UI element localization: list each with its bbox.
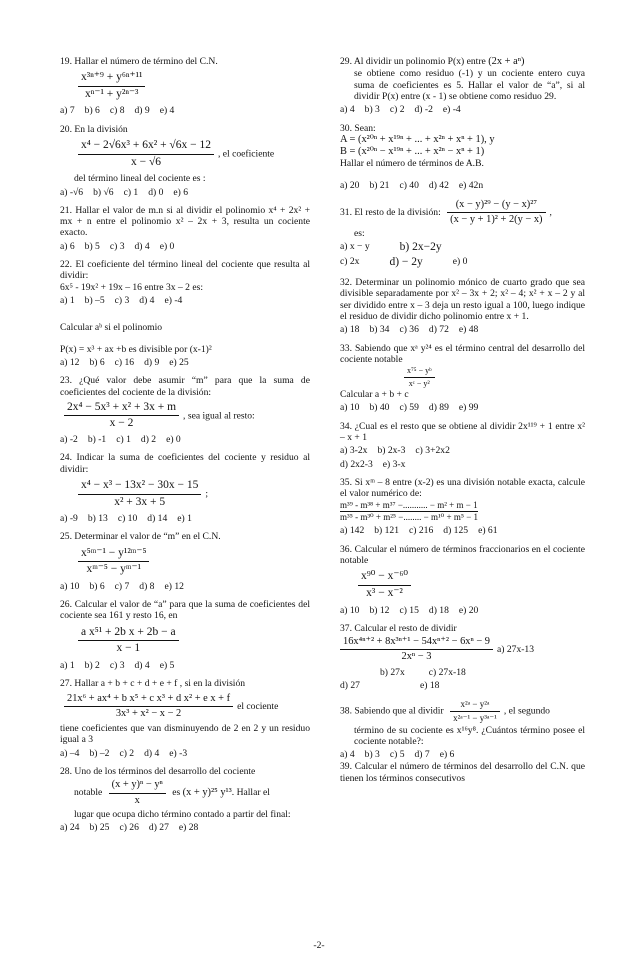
- option: d) 2: [140, 434, 157, 445]
- question-21: [60, 205, 310, 252]
- q-text: es: [172, 787, 181, 799]
- question-22: [60, 259, 310, 306]
- question-24: [60, 452, 310, 524]
- option: a) 18: [340, 324, 360, 336]
- q-text: Calcular el valor de “a” para que la suma de coeficientes del cociente sea 161 y resto 16, en: [60, 599, 310, 622]
- math-term: (x + y)²⁵ y¹³: [182, 787, 232, 799]
- option: e) 1: [177, 513, 192, 525]
- options: [340, 749, 585, 760]
- option: a) 10: [340, 402, 360, 414]
- option: c) 5: [389, 749, 405, 761]
- options: [60, 187, 310, 198]
- fraction-numerator: 2x⁴ − 5x³ + x² + 3x + m: [64, 401, 179, 417]
- options: [340, 525, 585, 536]
- option: c) 3: [109, 240, 125, 252]
- q-number: 34.: [340, 420, 352, 432]
- q-text: del término lineal del cociente es :: [74, 173, 206, 185]
- q-text: Calcular a + b + c: [340, 389, 409, 401]
- fraction-denominator: x − √6: [130, 155, 162, 168]
- option: c) 7: [114, 580, 130, 592]
- option: d) 18: [428, 604, 449, 616]
- fraction-numerator: x⁹⁰ − x⁻⁶⁰: [358, 570, 411, 586]
- option: c) 10: [117, 513, 138, 525]
- fraction-numerator: a x⁵¹ + 2b x + 2b − a: [78, 626, 179, 642]
- fraction: [78, 479, 201, 509]
- option: d) 4: [139, 295, 155, 306]
- fraction-denominator: xᵐ⁻⁵ − yᵐ⁻¹: [86, 563, 142, 576]
- q-text: Al dividir un polinomio P(x) entre: [353, 56, 486, 67]
- right-column: [340, 56, 585, 791]
- q-text: Determinar el valor de “m” en el C.N.: [74, 531, 221, 543]
- q-text: Hallar el número de términos de A.B.: [340, 158, 484, 170]
- option: d) -2: [414, 104, 433, 116]
- option: d) 27: [340, 679, 360, 691]
- q-text-after: , el coeficiente: [217, 148, 275, 160]
- option: e) 6: [173, 186, 189, 198]
- option: b) –2: [89, 747, 110, 759]
- option: a) -2: [60, 434, 78, 445]
- q-number: 22.: [60, 259, 72, 271]
- option: c) 8: [109, 105, 125, 117]
- option: b) 3: [364, 104, 380, 116]
- q-number: 21.: [60, 204, 72, 216]
- option: c) 2: [119, 747, 135, 759]
- fraction: [447, 199, 545, 227]
- q-number: 37.: [340, 622, 352, 634]
- q-text: término de su cociente es x¹⁶y⁸. ¿Cuántos término posee el cociente notable?:: [354, 724, 585, 747]
- option: d) 42: [428, 179, 449, 191]
- option: a) 12: [60, 356, 80, 368]
- option: e) 25: [169, 356, 189, 368]
- option: b) 2: [84, 659, 100, 671]
- option: a) x − y: [340, 240, 370, 252]
- fraction: [64, 401, 179, 431]
- option: a) 20: [340, 179, 360, 191]
- question-26: [60, 599, 310, 671]
- fraction-denominator: x³ − x⁻²: [366, 586, 403, 599]
- option: c) 40: [399, 179, 419, 191]
- q-text: Calcular aᵇ si el polinomio: [60, 322, 163, 334]
- fraction-numerator: x³ⁿ⁺⁹ + y⁶ⁿ⁺¹¹: [78, 71, 145, 87]
- option: a) 4: [340, 749, 355, 761]
- fraction: [358, 570, 411, 600]
- option: c) 3+2x2: [415, 445, 450, 457]
- option: b) 13: [87, 513, 108, 525]
- fraction-denominator: x − 2: [109, 417, 134, 430]
- question-32: [340, 277, 585, 336]
- option: c) 1: [116, 434, 131, 445]
- options: [340, 180, 585, 191]
- options: [340, 256, 585, 270]
- q-text-after: , sea igual al resto:: [183, 410, 255, 422]
- q-text-after: el cociente: [237, 700, 279, 712]
- option: d) 89: [428, 402, 449, 414]
- options: [60, 434, 310, 445]
- option: a) 1: [60, 659, 75, 671]
- option: a) –4: [60, 747, 80, 759]
- q-text: En la división: [74, 123, 128, 135]
- q-text: Hallar el valor de m.n si al dividir el polinomio x⁴ + 2x² + mx + n entre el polinomio x² – 2x + 3, resulta un cociente exacto.: [60, 204, 310, 239]
- option: b) 6: [89, 356, 105, 368]
- options: [60, 822, 310, 833]
- option: e) 20: [458, 604, 479, 616]
- q-number: 20.: [60, 123, 72, 135]
- option: b) 2x-3: [377, 445, 406, 457]
- option: c) 1: [123, 186, 139, 198]
- q-number: 26.: [60, 599, 72, 611]
- option: c) 3: [109, 659, 125, 671]
- options: [60, 748, 310, 759]
- question-30: [340, 123, 585, 191]
- question-33: [340, 343, 585, 414]
- option: a) 1: [60, 295, 75, 306]
- q-text: Sabiendo que al dividir: [354, 705, 444, 717]
- option: d) 8: [139, 580, 155, 592]
- option: c) 216: [409, 525, 434, 537]
- q-number: 39.: [340, 761, 352, 773]
- option: e) 48: [458, 324, 479, 336]
- q-text-after: ,: [549, 206, 552, 218]
- option: b) 40: [369, 402, 390, 414]
- option: b) -1: [87, 434, 107, 445]
- option: d) 125: [443, 525, 469, 537]
- fraction-denominator: m³⁵ - m³⁰ + m²⁵ −........ − m¹⁰ + m⁵ − 1: [340, 512, 479, 523]
- options: [60, 241, 310, 252]
- option: d) 4: [134, 240, 150, 252]
- question-ab: [60, 322, 310, 368]
- q-number: 36.: [340, 543, 352, 555]
- question-28: [60, 766, 310, 833]
- fraction-denominator: x² + 3x + 5: [114, 495, 166, 508]
- question-25: [60, 531, 310, 592]
- option: d) 4: [144, 747, 160, 759]
- option: c) 3: [114, 295, 130, 306]
- q-text: Calcular el número de términos fraccionarios en el cociente notable: [340, 543, 585, 567]
- question-36: [340, 544, 585, 616]
- q-text: 6x⁵ - 19x² + 19x – 16 entre 3x – 2 es:: [60, 281, 203, 293]
- option: d) 27: [148, 822, 169, 834]
- option: e) 12: [164, 580, 184, 592]
- option: b) 12: [369, 604, 390, 616]
- fraction: [404, 366, 435, 388]
- q-text: Sabiendo que xᵃ y²⁴ es el término central del desarrollo del cociente notable: [340, 342, 585, 365]
- question-31: [340, 198, 585, 270]
- q-number: 35.: [340, 476, 352, 488]
- option: d) 9: [144, 356, 160, 368]
- q-text: P(x) = x³ + ax +b es divisible por (x-1)²: [60, 343, 212, 355]
- option: a) 24: [60, 822, 80, 834]
- option: d) 0: [148, 186, 164, 198]
- fraction-numerator: x⁵ᵐ⁻¹ − y¹²ᵐ⁻⁵: [78, 547, 149, 563]
- q-text: Hallar el número de término del C.N.: [74, 56, 218, 67]
- q-number: 33.: [340, 342, 352, 354]
- option: a) 10: [340, 604, 360, 616]
- fraction: [64, 693, 233, 721]
- q-text: ¿Cual es el resto que se obtiene al dividir 2x¹¹⁹ + 1 entre x² – x + 1: [340, 420, 585, 443]
- options: [340, 104, 585, 115]
- options: [60, 357, 310, 368]
- option: b) 6: [89, 580, 105, 592]
- option: e) 4: [159, 105, 175, 117]
- option: d) 7: [414, 749, 430, 761]
- options: [60, 513, 310, 524]
- option: e) 6: [439, 749, 455, 761]
- q-text: lugar que ocupa dicho término contado a partir del final:: [74, 808, 291, 820]
- option: b) 121: [374, 525, 400, 537]
- fraction-numerator: x⁷⁵ − yᵇ: [404, 366, 435, 377]
- fraction-numerator: 21x⁶ + ax⁴ + b x⁵ + c x³ + d x² + e x + f: [64, 693, 233, 707]
- q-text-after: ;: [205, 488, 209, 500]
- q-text-after: , el segundo: [503, 705, 550, 717]
- option: a) 142: [340, 525, 365, 537]
- q-number: 31.: [340, 206, 352, 218]
- fraction-numerator: m³⁹ - m³⁸ + m³⁷ −........... − m² + m − 1: [340, 500, 478, 513]
- option: b) 6: [84, 105, 100, 117]
- option: a) 6: [60, 240, 75, 252]
- option: e) -3: [169, 747, 188, 759]
- option: a) 4: [340, 104, 355, 116]
- options: [60, 105, 310, 116]
- q-text: ¿Qué valor debe asumir “m” para que la suma de coeficientes del cociente de la división:: [60, 375, 310, 398]
- q-text: Si xᵐ – 8 entre (x-2) es una división notable exacta, calcule el valor numérico de:: [340, 476, 585, 500]
- option: b) 3: [364, 749, 380, 761]
- option: c) 27x-18: [428, 666, 466, 678]
- fraction: [340, 636, 493, 664]
- question-37: [340, 623, 585, 691]
- option: b) 25: [89, 822, 110, 834]
- q-number: 23.: [60, 375, 72, 387]
- q-text: Determinar un polinomio mónico de cuarto grado que sea divisible separadamente por x² – 3x + 2; x² – 4; x² + x – 2 y al ser dividido entre x – 3 deja un resto igual a 100, luego indique el residuo de dividir dicho polinomio entre x + 1.: [340, 276, 586, 322]
- math-line: B = (x²⁰ⁿ − x¹⁹ⁿ + ... + x²ⁿ − xⁿ + 1): [340, 146, 485, 158]
- fraction-denominator: 2xⁿ − 3: [401, 651, 432, 663]
- options: [60, 295, 310, 306]
- option: e) 5: [159, 659, 175, 671]
- math-line: A = (x²⁰ⁿ + x¹⁹ⁿ + ... + x²ⁿ + xⁿ + 1), y: [340, 133, 495, 145]
- option: e) 0: [166, 434, 181, 445]
- fraction-numerator: (x + y)ⁿ − yⁿ: [109, 779, 166, 793]
- option: d) 2x2-3: [340, 458, 373, 470]
- q-text: notable: [74, 787, 103, 799]
- fraction-numerator: 16x⁴ⁿ⁺² + 8x³ⁿ⁺¹ − 54xⁿ⁺² − 6xⁿ − 9: [340, 636, 493, 650]
- fraction: [78, 626, 179, 656]
- q-text: El resto de la división:: [354, 206, 441, 218]
- fraction-denominator: x²ᵃ⁻¹ − y³ᵃ⁻¹: [453, 712, 497, 723]
- option: b) √6: [93, 186, 114, 198]
- option: e) 42n: [458, 179, 484, 191]
- page-number: -2-: [313, 940, 325, 951]
- option: c) 2: [389, 104, 405, 116]
- fraction-denominator: xⁿ⁻¹ + y²ⁿ⁻³: [85, 87, 139, 100]
- options: [340, 324, 585, 335]
- option: b) 5: [84, 240, 100, 252]
- fraction-numerator: (x − y)²⁹ − (y − x)²⁷: [447, 199, 545, 213]
- option: d) 9: [134, 105, 150, 117]
- question-29: [340, 56, 585, 116]
- options: [340, 402, 585, 413]
- option: a) 10: [60, 580, 80, 592]
- q-number: 30.: [340, 122, 352, 134]
- question-23: [60, 375, 310, 445]
- q-number: 19.: [60, 56, 72, 67]
- question-35: [340, 477, 585, 537]
- option: e) 0: [452, 256, 468, 268]
- option: b) 34: [369, 324, 390, 336]
- left-column: [60, 56, 310, 840]
- fraction: [109, 779, 166, 807]
- option: d) 4: [134, 659, 150, 671]
- option: a) 3-2x: [340, 445, 368, 457]
- options: [340, 680, 585, 691]
- option: e) 28: [178, 822, 199, 834]
- q-text: Calcular el resto de dividir: [354, 622, 457, 634]
- option: a) 7: [60, 105, 75, 117]
- fraction-denominator: x: [134, 794, 140, 806]
- option: e) 0: [159, 240, 175, 252]
- question-38: [340, 698, 585, 784]
- fraction-numerator: x⁴ − x³ − 13x² − 30x − 15: [78, 479, 201, 495]
- option: e) -4: [164, 295, 183, 306]
- option: c) 36: [399, 324, 419, 336]
- option: d) − 2y: [389, 256, 423, 269]
- option: c) 26: [119, 822, 139, 834]
- option: d) 72: [428, 324, 449, 336]
- q-number: 24.: [60, 452, 72, 464]
- options: [340, 445, 585, 456]
- fraction-denominator: 3x³ + x² − x − 2: [115, 707, 182, 719]
- q-text: Hallar a + b + c + d + e + f , si en la división: [74, 678, 246, 690]
- fraction-numerator: x²ᵃ − y²ᵃ: [450, 699, 500, 712]
- q-text: se obtiene como residuo (-1) y un cociente entero cuya suma de coeficientes es 5. Hallar el valor de “a”, si al dividir P(x) entre (x - 1) se obtiene como residuo 29.: [354, 68, 585, 102]
- q-text: Indicar la suma de coeficientes del cociente y residuo al dividir:: [60, 452, 310, 475]
- question-19: [60, 56, 310, 117]
- options: [340, 605, 585, 616]
- option: e) -4: [442, 104, 461, 116]
- fraction-denominator: (x − y + 1)² + 2(y − x): [450, 214, 543, 226]
- q-text: es:: [354, 227, 365, 239]
- option: a) 27x-13: [497, 644, 535, 656]
- question-34: [340, 421, 585, 470]
- q-text-after: . Hallar el: [231, 787, 270, 799]
- fraction: [450, 699, 500, 723]
- option: b) 2x−2y: [399, 240, 442, 253]
- q-text: tiene coeficientes que van disminuyendo de 2 en 2 y un residuo igual a 3: [60, 723, 310, 746]
- option: d) 14: [147, 513, 168, 525]
- fraction: [78, 139, 214, 169]
- option: a) -√6: [60, 186, 84, 198]
- q-number: 28.: [60, 765, 72, 777]
- fraction: [78, 547, 149, 577]
- option: a) -9: [60, 513, 78, 525]
- fraction: [78, 71, 145, 101]
- fraction-numerator: x⁴ − 2√6x³ + 6x² + √6x − 12: [78, 139, 214, 155]
- option: c) 59: [399, 402, 419, 414]
- option: e) 99: [458, 402, 479, 414]
- options: [60, 581, 310, 592]
- q-number: 32.: [340, 276, 352, 288]
- option: c) 16: [114, 356, 135, 368]
- options: [340, 459, 585, 470]
- q-number: 25.: [60, 531, 72, 543]
- option: c) 15: [399, 604, 419, 616]
- option: e) 61: [478, 525, 498, 537]
- option: b) –5: [84, 295, 105, 306]
- option: c) 2x: [340, 256, 360, 268]
- fraction-denominator: xᶜ − y²: [408, 378, 430, 388]
- option: b) 21: [369, 179, 390, 191]
- question-27: [60, 678, 310, 759]
- q-text: El coeficiente del término lineal del cociente que resulta al dividir:: [60, 259, 310, 282]
- q-number: 29.: [340, 56, 352, 67]
- q-text: Uno de los términos del desarrollo del cociente: [74, 765, 256, 777]
- math-term: (2x + aⁿ): [488, 56, 525, 67]
- q-number: 38.: [340, 705, 352, 717]
- fraction-denominator: x − 1: [116, 642, 141, 655]
- option: b) 27x: [380, 666, 405, 678]
- q-text: Calcular el número de términos del desarrollo del C.N. que tienen los términos consecutivos: [340, 761, 586, 784]
- question-20: [60, 124, 310, 198]
- q-number: 27.: [60, 678, 72, 690]
- option: e) 3-x: [382, 458, 406, 470]
- options: [60, 660, 310, 671]
- options: [340, 241, 585, 255]
- options: [340, 667, 585, 678]
- q-text: Sean:: [354, 122, 376, 134]
- option: e) 18: [419, 679, 440, 691]
